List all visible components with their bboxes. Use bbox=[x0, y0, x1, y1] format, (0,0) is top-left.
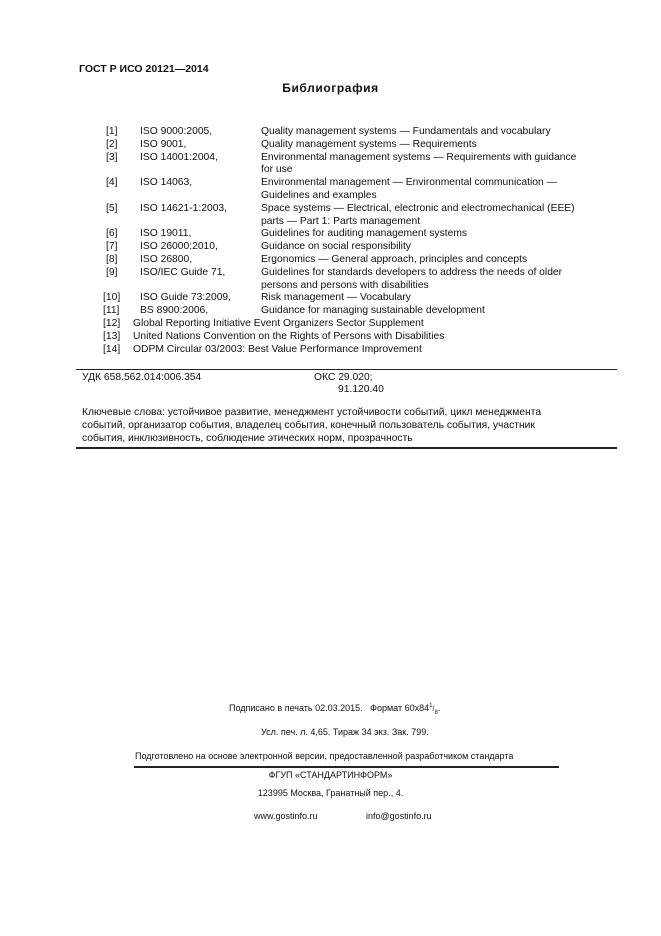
bib-entry-title: Guidelines and examples bbox=[261, 190, 377, 201]
udk-code: УДК 658.562.014:006.354 bbox=[82, 372, 202, 383]
bib-entry-number: [10] bbox=[103, 292, 121, 304]
bib-entry-number: [4] bbox=[106, 177, 118, 189]
bib-entry-reference: ISO Guide 73:2009, bbox=[140, 292, 232, 304]
bib-entry-number: [14] bbox=[103, 343, 121, 355]
divider-imprint bbox=[134, 766, 559, 768]
bib-entry-reference: ISO 19011, bbox=[140, 228, 192, 240]
bib-entry-title: parts — Part 1: Parts management bbox=[261, 215, 421, 227]
bib-entry-reference: ISO 14621-1:2003, bbox=[140, 202, 228, 214]
bib-entry-number: [13] bbox=[103, 330, 121, 342]
bib-entry-title: Guidance on social responsibility bbox=[261, 241, 411, 253]
bib-entry-number: [12] bbox=[103, 318, 121, 329]
bib-entry-title: Space systems — Electrical, electronic and electromechanical (EEE) bbox=[261, 202, 575, 214]
bib-entry-title: Global Reporting Initiative Event Organizers Sector Supplement bbox=[133, 318, 424, 329]
bib-entry-title: Guidelines for auditing management systems bbox=[261, 228, 468, 240]
bib-entry-reference: ISO 26000:2010, bbox=[140, 241, 218, 253]
format-sub: 8 bbox=[434, 709, 438, 716]
oks-code-line1: ОКС 29.020; bbox=[314, 372, 373, 383]
bib-entry-reference: ISO 26800, bbox=[140, 254, 193, 265]
bib-entry-reference: ISO 9001, bbox=[140, 138, 187, 150]
bib-entry-title: Environmental management — Environmental communication — bbox=[261, 177, 557, 189]
bib-entry-number: [7] bbox=[106, 241, 118, 253]
keywords-line-3: события, инклюзивность, соблюдение этических норм, прозрачность bbox=[82, 433, 413, 444]
website-link[interactable]: www.gostinfo.ru bbox=[254, 811, 318, 821]
bib-entry-title: Environmental management systems — Requirements with guidance bbox=[261, 151, 577, 163]
bib-entry-number: [1] bbox=[106, 126, 118, 137]
bib-entry-title: Ergonomics — General approach, principles and concepts bbox=[261, 254, 528, 265]
bib-entry-number: [9] bbox=[106, 266, 118, 278]
bibliography-title: Библиография bbox=[282, 81, 379, 95]
bib-entry-number: [11] bbox=[103, 305, 120, 317]
keywords-line-1: Ключевые слова: устойчивое развитие, менеджмент устойчивости событий, цикл менеджмента bbox=[82, 407, 542, 418]
publisher-name: ФГУП «СТАНДАРТИНФОРМ» bbox=[268, 770, 393, 780]
bib-entry-title: Quality management systems — Fundamentals and vocabulary bbox=[261, 126, 551, 137]
format-text: Формат 60x84 bbox=[370, 703, 430, 713]
keywords-line-2: событий, организатор события, владелец события, конечный пользователь события, участник bbox=[82, 420, 535, 431]
oks-code-line2: 91.120.40 bbox=[338, 384, 384, 395]
format-sup: 1 bbox=[429, 703, 433, 709]
divider-keywords bbox=[76, 447, 617, 449]
standard-code: ГОСТ Р ИСО 20121—2014 bbox=[79, 63, 209, 75]
bib-entry-title: Guidance for managing sustainable development bbox=[261, 305, 485, 317]
bib-entry-title: Quality management systems — Requirements bbox=[261, 138, 477, 150]
bib-entry-number: [5] bbox=[106, 202, 118, 214]
format-end: . bbox=[437, 703, 441, 713]
divider-top bbox=[76, 369, 617, 370]
bib-entry-number: [8] bbox=[106, 254, 118, 265]
email-link[interactable]: info@gostinfo.ru bbox=[366, 811, 432, 821]
signed-text: Подписано в печать 02.03.2015. bbox=[229, 703, 363, 713]
bib-entry-title: ODPM Circular 03/2003: Best Value Performance Improvement bbox=[133, 343, 422, 355]
bib-entry-title: Risk management — Vocabulary bbox=[261, 292, 411, 304]
prepared-note: Подготовлено на основе электронной версии, предоставленной разработчиком стандарта bbox=[135, 751, 514, 761]
bib-entry-number: [6] bbox=[106, 228, 118, 240]
bib-entry-reference: BS 8900:2006, bbox=[140, 305, 209, 317]
signed-date: Подписано в печать 02.03.2015. Формат $60x84^1/_8$. bbox=[229, 703, 441, 716]
print-info: Усл. печ. л. 4,65. Тираж 34 экз. Зак. 799. bbox=[261, 727, 429, 737]
bib-entry-reference: ISO 14001:2004, bbox=[140, 151, 218, 163]
bib-entry-reference: ISO/IEC Guide 71, bbox=[140, 266, 226, 278]
bib-entry-title: persons and persons with disabilities bbox=[261, 279, 429, 291]
bib-entry-number: [3] bbox=[106, 151, 118, 163]
bib-entry-reference: ISO 14063, bbox=[140, 177, 193, 189]
bib-entry-title: for use bbox=[261, 164, 293, 176]
bib-entry-title: United Nations Convention on the Rights of Persons with Disabilities bbox=[133, 330, 445, 342]
bib-entry-reference: ISO 9000:2005, bbox=[140, 126, 213, 137]
bib-entry-title: Guidelines for standards developers to address the needs of older bbox=[261, 266, 563, 278]
publisher-address: 123995 Москва, Гранатный пер., 4. bbox=[257, 788, 404, 798]
bib-entry-number: [2] bbox=[106, 138, 118, 150]
